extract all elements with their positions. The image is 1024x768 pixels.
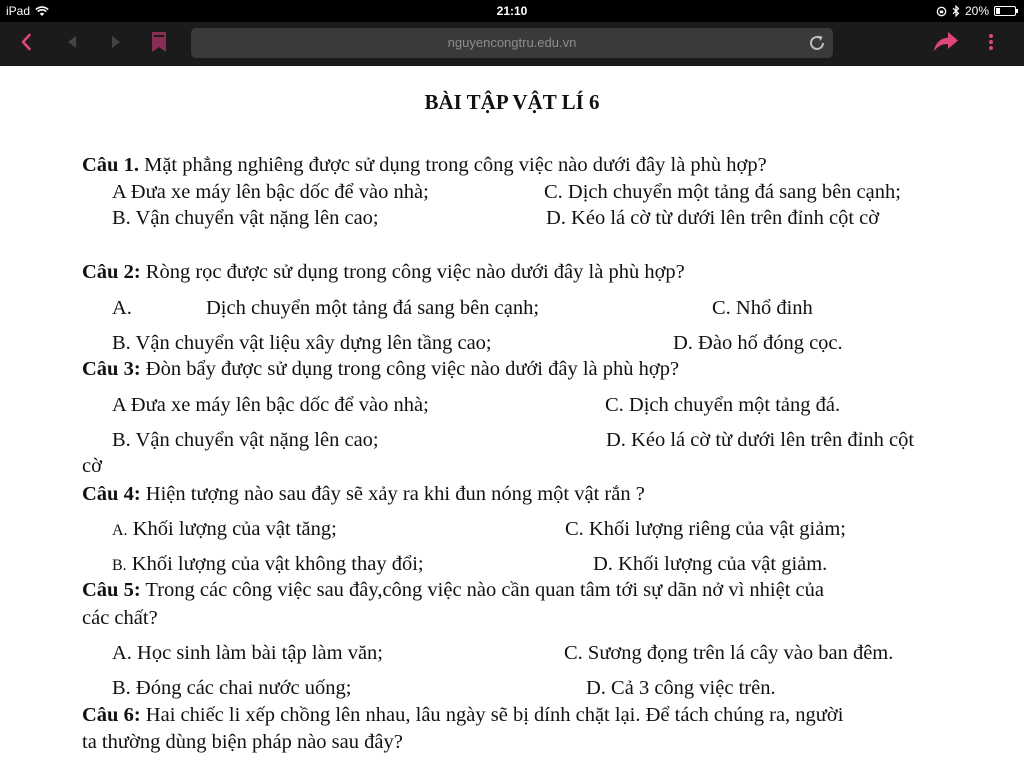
q4-option-a	[112, 517, 337, 543]
q3-option-b: B. Vận chuyển vật nặng lên cao;	[112, 429, 379, 451]
q3-option-a: A Đưa xe máy lên bậc dốc để vào nhà;	[112, 394, 429, 416]
clock: 21:10	[496, 4, 528, 18]
q2-option-a-prefix: A.	[112, 297, 132, 319]
battery-percent: 20%	[964, 4, 989, 18]
forward-disabled-button[interactable]	[102, 28, 130, 56]
more-vertical-icon	[988, 33, 994, 51]
q5-option-b: B. Đóng các chai nước uống;	[112, 677, 352, 699]
share-button[interactable]	[932, 28, 960, 56]
q2-option-c: C. Nhổ đinh	[712, 297, 813, 319]
status-right	[936, 4, 1016, 18]
question-text: Đòn bẩy được sử dụng trong công việc nào dưới đây là phù hợp?	[140, 358, 680, 380]
bookmark-icon	[151, 31, 167, 53]
question-text: Hiện tượng nào sau đây sẽ xảy ra khi đun nóng một vật rắn ?	[140, 483, 645, 505]
q5-option-d: D. Cả 3 công việc trên.	[586, 677, 776, 699]
triangle-left-icon	[67, 35, 77, 49]
rotation-lock-icon	[936, 6, 947, 17]
question-2	[82, 260, 685, 284]
back-disabled-button[interactable]	[58, 28, 86, 56]
menu-button[interactable]	[977, 28, 1005, 56]
status-bar	[0, 0, 1024, 22]
question-5-continued: các chất?	[82, 607, 158, 629]
question-text: Ròng rọc được sử dụng trong công việc nào dưới đây là phù hợp?	[140, 261, 685, 283]
question-6-continued: ta thường dùng biện pháp nào sau đây?	[82, 731, 403, 753]
url-text: nguyencongtru.edu.vn	[447, 35, 577, 50]
q3-option-d: D. Kéo lá cờ từ dưới lên trên đỉnh cột	[606, 429, 915, 451]
option-prefix: A.	[112, 522, 128, 539]
q3-option-d-continued: cờ	[82, 455, 102, 477]
address-bar[interactable]	[191, 28, 833, 58]
q1-option-b: B. Vận chuyển vật nặng lên cao;	[112, 207, 379, 229]
question-label: Câu 4:	[82, 483, 141, 505]
question-label: Câu 6:	[82, 704, 141, 726]
q2-option-d: D. Đào hố đóng cọc.	[673, 332, 843, 354]
q1-option-d: D. Kéo lá cờ từ dưới lên trên đỉnh cột cờ	[546, 207, 880, 229]
option-prefix: B.	[112, 557, 127, 574]
reload-icon	[807, 33, 827, 53]
q1-option-a: A Đưa xe máy lên bậc dốc để vào nhà;	[112, 181, 429, 203]
question-label: Câu 2:	[82, 261, 141, 283]
question-5	[82, 578, 824, 602]
question-6	[82, 703, 843, 727]
back-button[interactable]	[12, 28, 40, 56]
option-text: Khối lượng của vật không thay đổi;	[126, 553, 424, 575]
document-page	[0, 66, 1024, 768]
device-label: iPad	[6, 4, 31, 18]
question-text: Mặt phẳng nghiêng được sử dụng trong công việc nào dưới đây là phù hợp?	[138, 154, 767, 176]
question-label: Câu 3:	[82, 358, 141, 380]
q5-option-a: A. Học sinh làm bài tập làm văn;	[112, 642, 383, 664]
q5-option-c: C. Sương đọng trên lá cây vào ban đêm.	[564, 642, 894, 664]
q4-option-d: D. Khối lượng của vật giảm.	[593, 553, 828, 575]
q2-option-a: Dịch chuyển một tảng đá sang bên cạnh;	[206, 297, 540, 319]
document-title: BÀI TẬP VẬT LÍ 6	[424, 90, 600, 114]
question-text: Hai chiếc li xếp chồng lên nhau, lâu ngày sẽ bị dính chặt lại. Để tách chúng ra, người	[140, 704, 844, 726]
battery-icon	[994, 6, 1016, 16]
question-4	[82, 482, 645, 506]
q4-option-b	[112, 552, 424, 578]
bluetooth-icon	[952, 5, 960, 17]
option-text: Khối lượng của vật tăng;	[127, 518, 337, 540]
q3-option-c: C. Dịch chuyển một tảng đá.	[605, 394, 841, 416]
question-3	[82, 357, 679, 381]
triangle-right-icon	[111, 35, 121, 49]
q2-option-b: B. Vận chuyển vật liệu xây dựng lên tầng cao;	[112, 332, 492, 354]
bookmarks-button[interactable]	[145, 28, 173, 56]
question-label: Câu 5:	[82, 579, 141, 601]
share-arrow-icon	[933, 31, 959, 53]
browser-toolbar	[0, 22, 1024, 66]
question-label: Câu 1.	[82, 154, 139, 176]
q1-option-c: C. Dịch chuyển một tảng đá sang bên cạnh;	[544, 181, 901, 203]
reload-button[interactable]	[805, 31, 829, 55]
chevron-left-icon	[20, 33, 32, 51]
q4-option-c: C. Khối lượng riêng của vật giảm;	[565, 518, 846, 540]
question-text: Trong các công việc sau đây,công việc nào cần quan tâm tới sự dãn nở vì nhiệt của	[140, 579, 824, 601]
question-1	[82, 153, 767, 177]
